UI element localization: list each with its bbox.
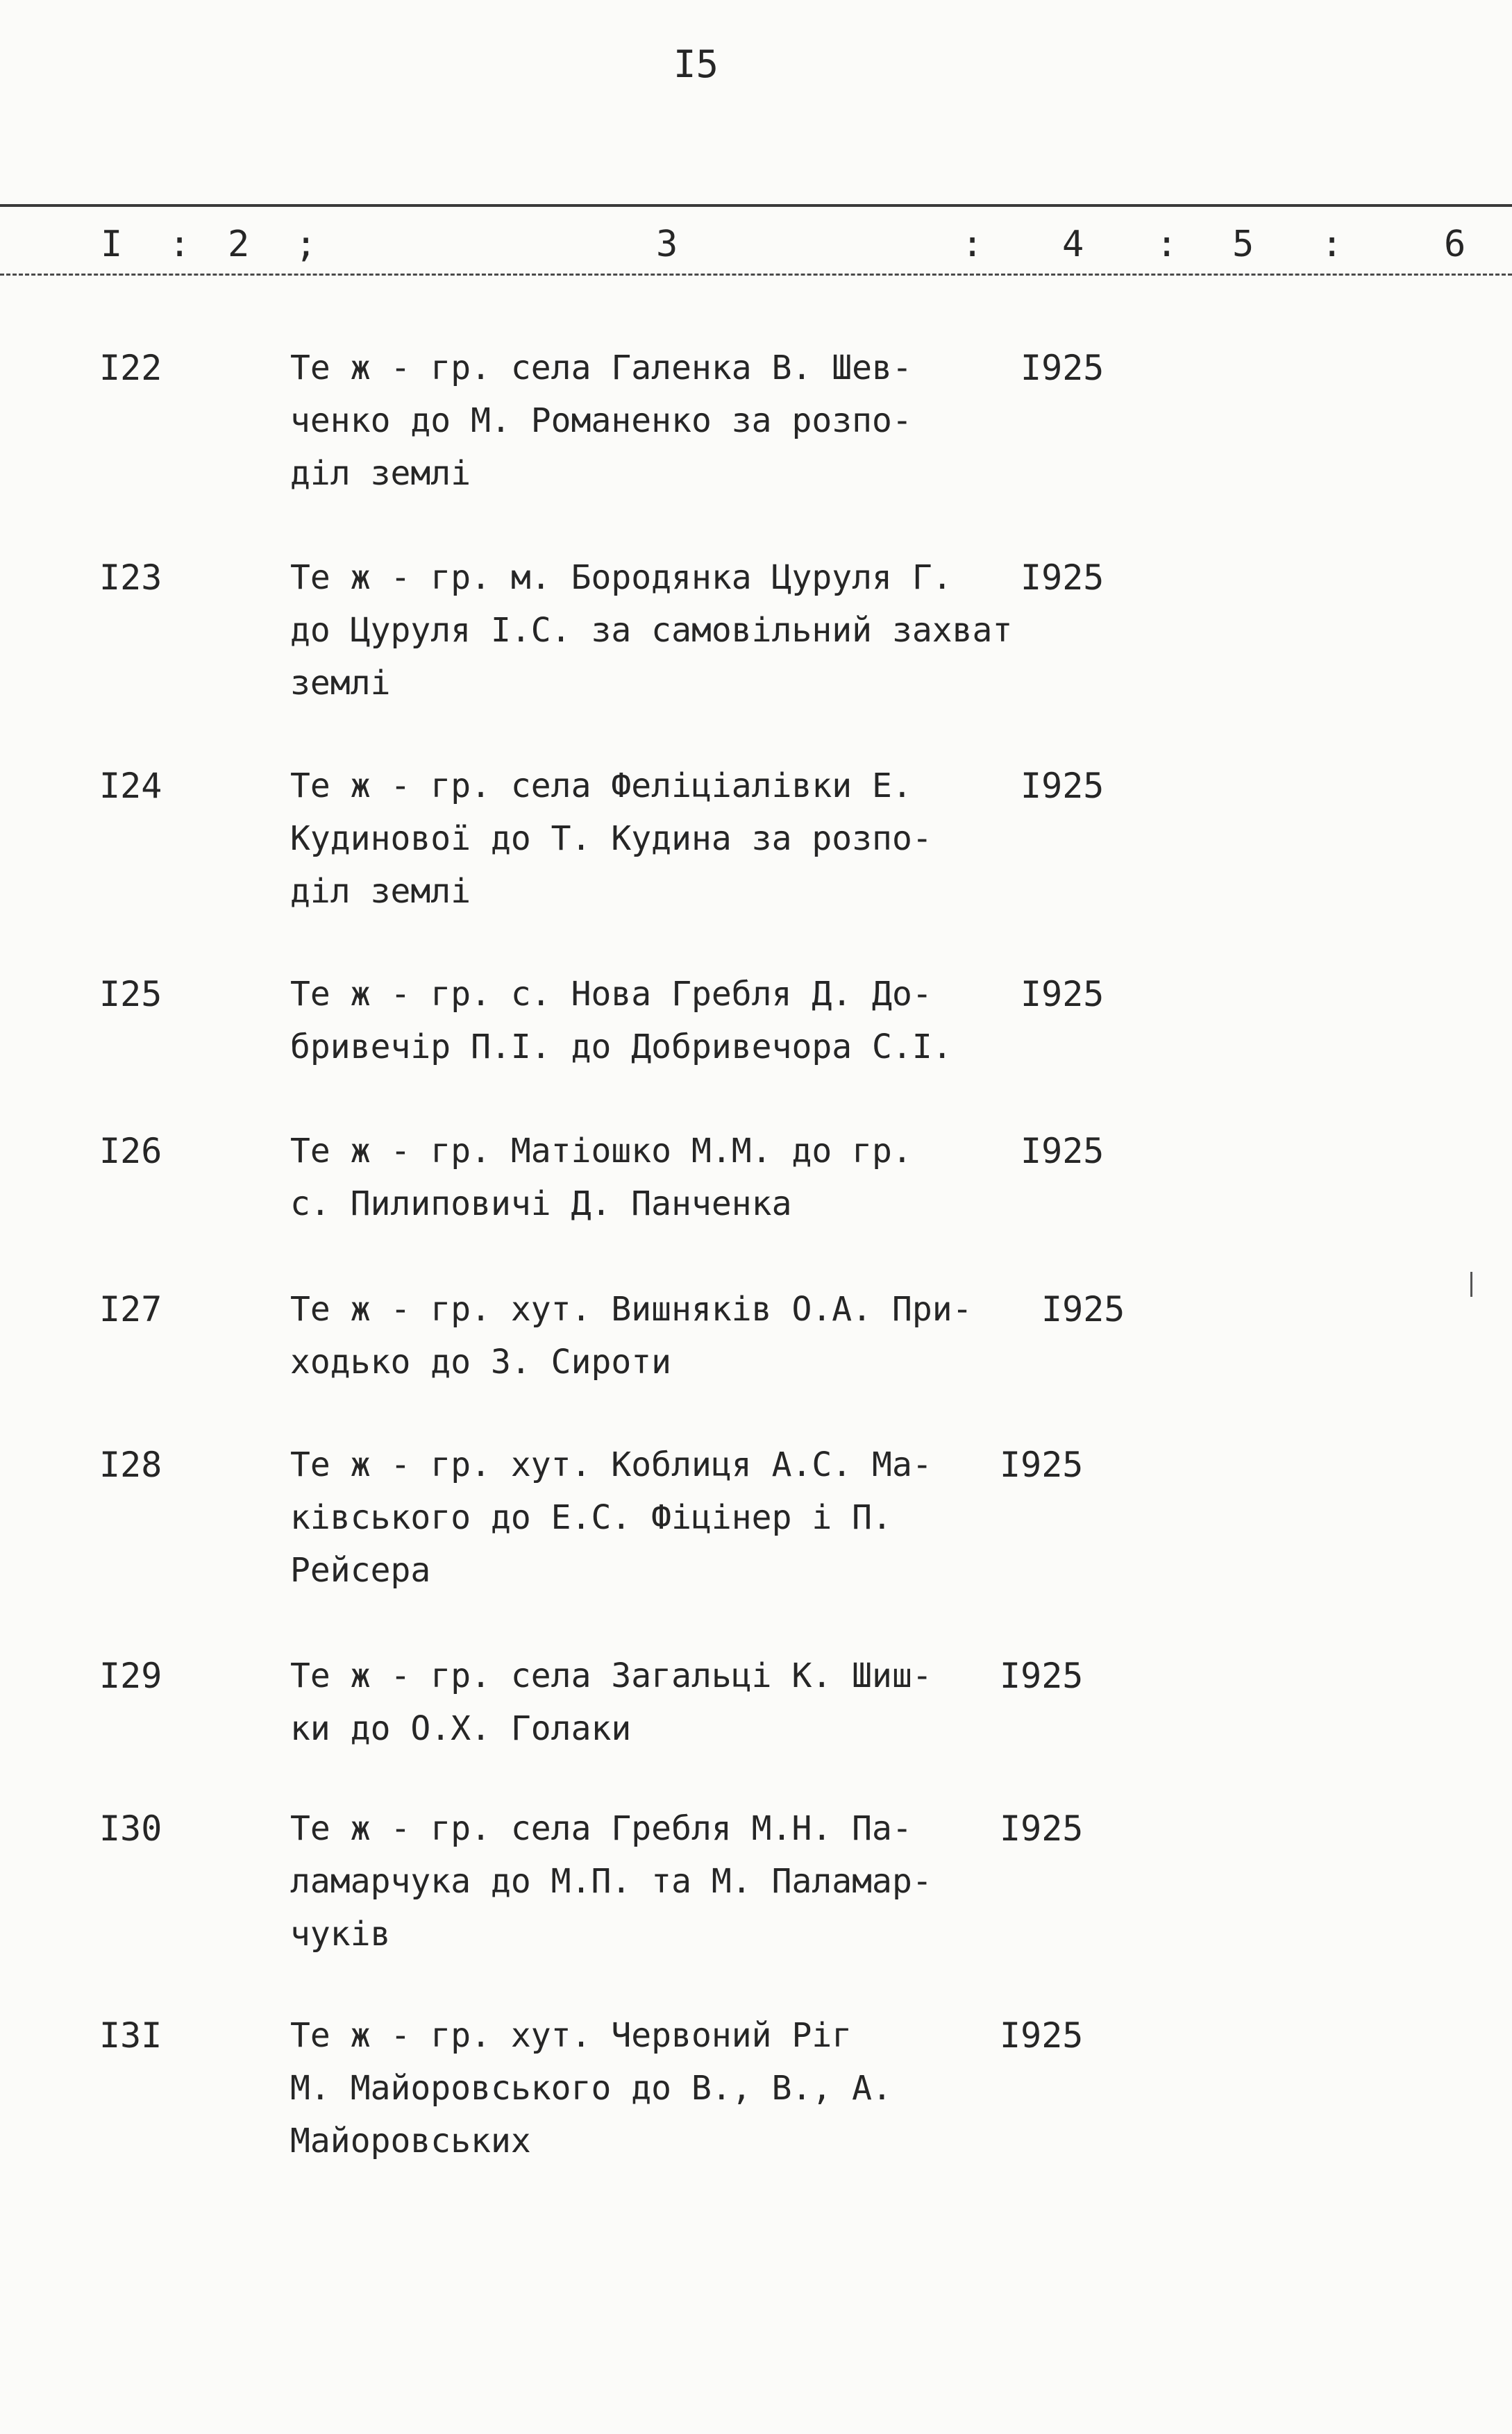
description-line: с. Пилиповичі Д. Панченка xyxy=(290,1184,792,1223)
page-number: I5 xyxy=(673,42,719,86)
description-line: М. Майоровського до В., В., А. xyxy=(290,2069,892,2108)
description-line: Те ж - гр. хут. Коблиця А.С. Ма- xyxy=(290,1445,932,1484)
entry-description xyxy=(290,1438,1012,1597)
entry-year: I925 xyxy=(1020,766,1104,806)
column-header-6: 6 xyxy=(1444,224,1466,265)
description-line: ки до О.Х. Голаки xyxy=(290,1709,632,1748)
column-separator: : xyxy=(961,224,984,265)
entry-year: I925 xyxy=(1000,2015,1084,2056)
column-header-row xyxy=(0,224,1512,265)
description-line: Те ж - гр. села Загальці К. Шиш- xyxy=(290,1656,932,1695)
description-line: ченко до М. Романенко за розпо- xyxy=(290,401,912,440)
description-line: ходько до З. Сироти xyxy=(290,1343,672,1382)
column-header-2: 2 xyxy=(228,224,250,265)
description-line: Те ж - гр. хут. Червоний Ріг xyxy=(290,2016,852,2055)
entry-description xyxy=(290,1650,1012,1755)
entry-description xyxy=(290,1283,1012,1388)
column-separator: : xyxy=(1156,224,1178,265)
entry-number: I25 xyxy=(99,974,162,1014)
column-header-4: 4 xyxy=(1062,224,1084,265)
entry-number: I22 xyxy=(99,348,162,388)
entry-year: I925 xyxy=(1020,348,1104,388)
description-line: Те ж - гр. Матіошко М.М. до гр. xyxy=(290,1132,912,1170)
header-top-rule xyxy=(0,204,1512,207)
entry-year: I925 xyxy=(1020,974,1104,1014)
description-line: Те ж - гр. села Феліціалівки Е. xyxy=(290,766,912,805)
entry-year: I925 xyxy=(1000,1656,1084,1696)
column-separator: : xyxy=(169,224,191,265)
entry-number: I27 xyxy=(99,1289,162,1329)
description-line: Те ж - гр. м. Бородянка Цуруля Г. xyxy=(290,558,952,597)
description-line: бривечір П.І. до Добривечора С.І. xyxy=(290,1027,952,1066)
entry-description xyxy=(290,759,1012,918)
description-line: Кудинової до Т. Кудина за розпо- xyxy=(290,819,932,858)
description-line: ківського до Е.С. Фіцінер і П. xyxy=(290,1498,892,1537)
entry-year: I925 xyxy=(1000,1808,1084,1849)
entry-number: I24 xyxy=(99,766,162,806)
column-header-5: 5 xyxy=(1232,224,1254,265)
entry-description xyxy=(290,968,1012,1073)
margin-mark xyxy=(1470,1272,1472,1297)
column-separator: : xyxy=(1321,224,1343,265)
entry-number: I30 xyxy=(99,1808,162,1849)
description-line: Те ж - гр. хут. Вишняків О.А. При- xyxy=(290,1290,973,1329)
description-line: чуків xyxy=(290,1915,391,1954)
description-line: Те ж - гр. села Гребля М.Н. Па- xyxy=(290,1809,912,1848)
entry-year: I925 xyxy=(1020,557,1104,598)
description-line: ламарчука до М.П. та М. Паламар- xyxy=(290,1862,932,1901)
description-line: землі xyxy=(290,664,391,703)
entry-description xyxy=(290,2009,1012,2167)
description-line: діл землі xyxy=(290,454,471,493)
entry-number: I26 xyxy=(99,1131,162,1171)
entry-description xyxy=(290,551,1012,710)
description-line: до Цуруля І.С. за самовільний захват xyxy=(290,611,1013,650)
entry-number: I28 xyxy=(99,1445,162,1485)
entry-number: I23 xyxy=(99,557,162,598)
description-line: діл землі xyxy=(290,872,471,911)
entry-year: I925 xyxy=(1041,1289,1125,1329)
entry-year: I925 xyxy=(1020,1131,1104,1171)
entry-description xyxy=(290,1125,1012,1230)
description-line: Те ж - гр. с. Нова Гребля Д. До- xyxy=(290,975,932,1014)
description-line: Рейсера xyxy=(290,1551,431,1590)
entry-number: I29 xyxy=(99,1656,162,1696)
entry-number: I3I xyxy=(99,2015,162,2056)
description-line: Майоровських xyxy=(290,2122,531,2160)
entry-description xyxy=(290,342,1012,500)
header-bottom-rule xyxy=(0,274,1512,276)
entry-year: I925 xyxy=(1000,1445,1084,1485)
column-header-3: 3 xyxy=(656,224,678,265)
column-separator: ; xyxy=(295,224,317,265)
column-header-1: I xyxy=(101,224,123,265)
entry-description xyxy=(290,1802,1012,1961)
description-line: Те ж - гр. села Галенка В. Шев- xyxy=(290,349,912,387)
